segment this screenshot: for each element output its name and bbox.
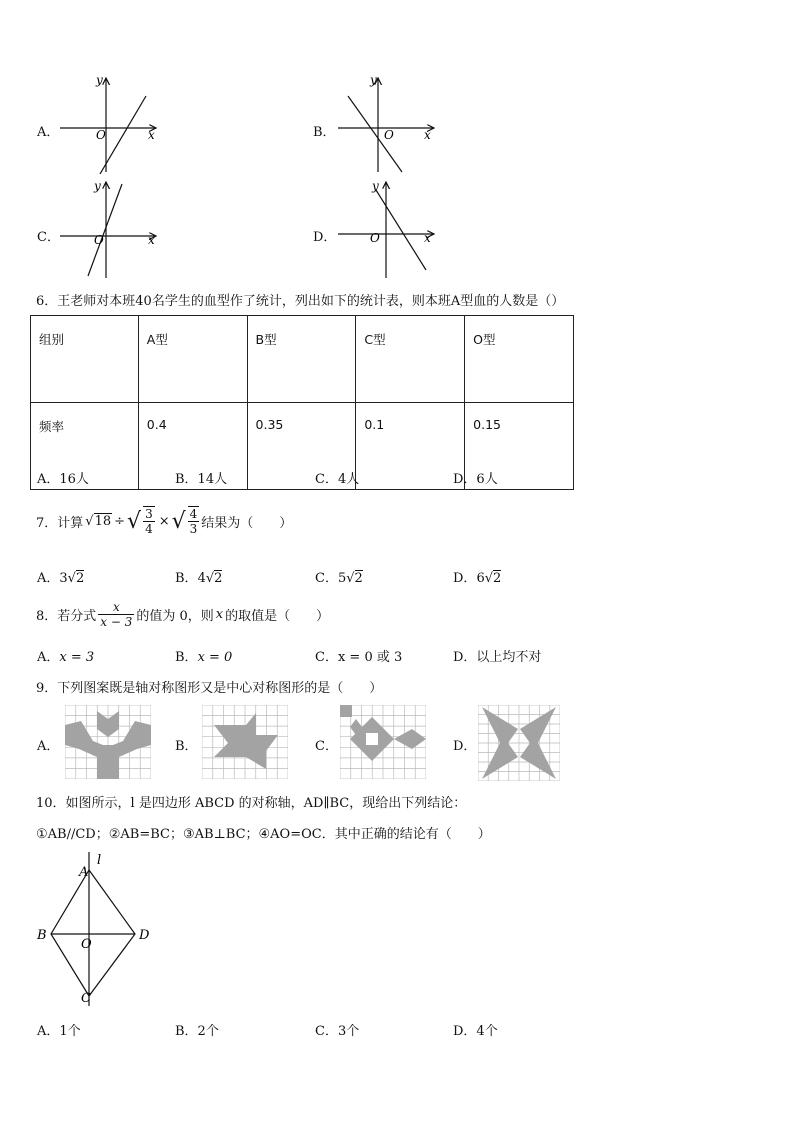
q9-option-c-label: C． xyxy=(315,739,338,754)
origin-label: O xyxy=(94,233,104,247)
blood-type-table xyxy=(30,315,574,490)
q10-option-a: A．1个 xyxy=(37,1024,81,1039)
q5-graph-b xyxy=(338,74,448,174)
y-label: y xyxy=(372,179,379,193)
label-d: D xyxy=(139,928,150,943)
label-a: A xyxy=(79,865,89,880)
q7-times: × xyxy=(158,513,170,529)
q8-option-d: D．以上均不对 xyxy=(453,650,542,665)
table-cell: 0.4 xyxy=(138,403,247,490)
y-label: y xyxy=(370,74,377,87)
origin-label: O xyxy=(370,231,380,245)
q5-option-d-label: D． xyxy=(313,230,337,245)
q7-fraction-1: $\frac{3}{4}$ xyxy=(145,507,153,536)
q8-option-b: B．x = 0 xyxy=(175,650,233,665)
q5-graph-a xyxy=(60,74,170,174)
label-b: B xyxy=(37,928,47,943)
quadrilateral-abcd xyxy=(51,870,135,996)
table-cell: O型 xyxy=(465,316,574,403)
function-line xyxy=(88,184,122,276)
q6-option-b: B．14人 xyxy=(175,472,228,487)
q7-stem: 7．计算 √ 18 ÷ √ $\frac{3}{4}$ × √ $\frac{4}{3}$ 结果为（ ） xyxy=(36,507,293,536)
q7-option-c: C．5√2 xyxy=(315,571,363,586)
q7-option-a: A．3√2 xyxy=(37,571,85,586)
q5-option-a-label: A． xyxy=(37,125,60,140)
table-cell: 0.15 xyxy=(465,403,574,490)
q5-graph-c xyxy=(60,178,170,278)
q8-option-c: C．x = 0 或 3 xyxy=(315,650,403,665)
table-cell: A型 xyxy=(138,316,247,403)
x-label: x xyxy=(148,128,155,142)
table-cell: 0.1 xyxy=(356,403,465,490)
q7-fraction-2: $\frac{4}{3}$ xyxy=(189,507,198,536)
q6-option-c: C．4人 xyxy=(315,472,360,487)
y-label: y xyxy=(96,74,103,87)
table-cell: 频率 xyxy=(31,403,139,490)
q7-suffix: 结果为（ ） xyxy=(201,515,293,531)
pattern-shape xyxy=(65,711,151,779)
q7-prefix: 7．计算 xyxy=(36,515,84,531)
y-label: y xyxy=(94,179,101,193)
q9-pattern-b xyxy=(202,705,288,779)
function-line xyxy=(376,190,426,270)
q8-stem: 8．若分式 $\frac{x}{x - 3}$ 的值为 0，则 x 的取值是（ ） xyxy=(36,600,330,629)
q9-option-b-label: B． xyxy=(175,739,198,754)
q10-option-c: C．3个 xyxy=(315,1024,360,1039)
q9-pattern-d xyxy=(478,705,560,781)
x-label: x xyxy=(424,128,431,142)
q9-pattern-c xyxy=(340,705,426,779)
label-l: l xyxy=(97,853,102,868)
q7-divide: ÷ xyxy=(114,513,126,529)
q6-option-a: A．16人 xyxy=(37,472,89,487)
q10-conclusions: ①AB//CD；②AB=BC；③AB⊥BC；④AO=OC．其中正确的结论有（ ） xyxy=(36,827,491,842)
origin-label: O xyxy=(384,128,394,142)
origin-label: O xyxy=(96,128,106,142)
q7-option-b: B．4√2 xyxy=(175,571,223,586)
q7-radicand-1: 18 xyxy=(94,514,112,529)
table-cell: 0.35 xyxy=(247,403,356,490)
q7-option-d: D．6√2 xyxy=(453,571,502,586)
q10-option-b: B．2个 xyxy=(175,1024,219,1039)
function-line xyxy=(348,96,402,172)
q5-option-c-label: C． xyxy=(37,230,60,245)
q10-stem: 10．如图所示，l 是四边形 ABCD 的对称轴，AD∥BC，现给出下列结论： xyxy=(36,796,467,811)
q5-graph-d xyxy=(338,178,448,278)
q9-option-d-label: D． xyxy=(453,739,477,754)
x-label: x xyxy=(148,233,155,247)
q9-pattern-a xyxy=(65,705,151,779)
function-line xyxy=(100,96,146,174)
label-o: O xyxy=(81,937,92,952)
q9-stem: 9．下列图案既是轴对称图形又是中心对称图形的是（ ） xyxy=(36,681,383,696)
q8-option-a: A．x = 3 xyxy=(37,650,95,665)
table-cell: 组别 xyxy=(31,316,139,403)
q5-option-b-label: B． xyxy=(313,125,336,140)
table-cell: B型 xyxy=(247,316,356,403)
q10-figure xyxy=(34,850,164,1008)
x-label: x xyxy=(424,231,431,245)
table-header-row xyxy=(31,316,574,403)
label-c: C xyxy=(81,991,91,1006)
q10-option-d: D．4个 xyxy=(453,1024,498,1039)
q6-stem: 6．王老师对本班40名学生的血型作了统计，列出如下的统计表，则本班A型血的人数是（） xyxy=(36,294,565,309)
q8-fraction: $\frac{x}{x - 3}$ xyxy=(100,600,133,629)
table-cell: C型 xyxy=(356,316,465,403)
q9-option-a-label: A． xyxy=(37,739,60,754)
q6-option-d: D．6人 xyxy=(453,472,498,487)
